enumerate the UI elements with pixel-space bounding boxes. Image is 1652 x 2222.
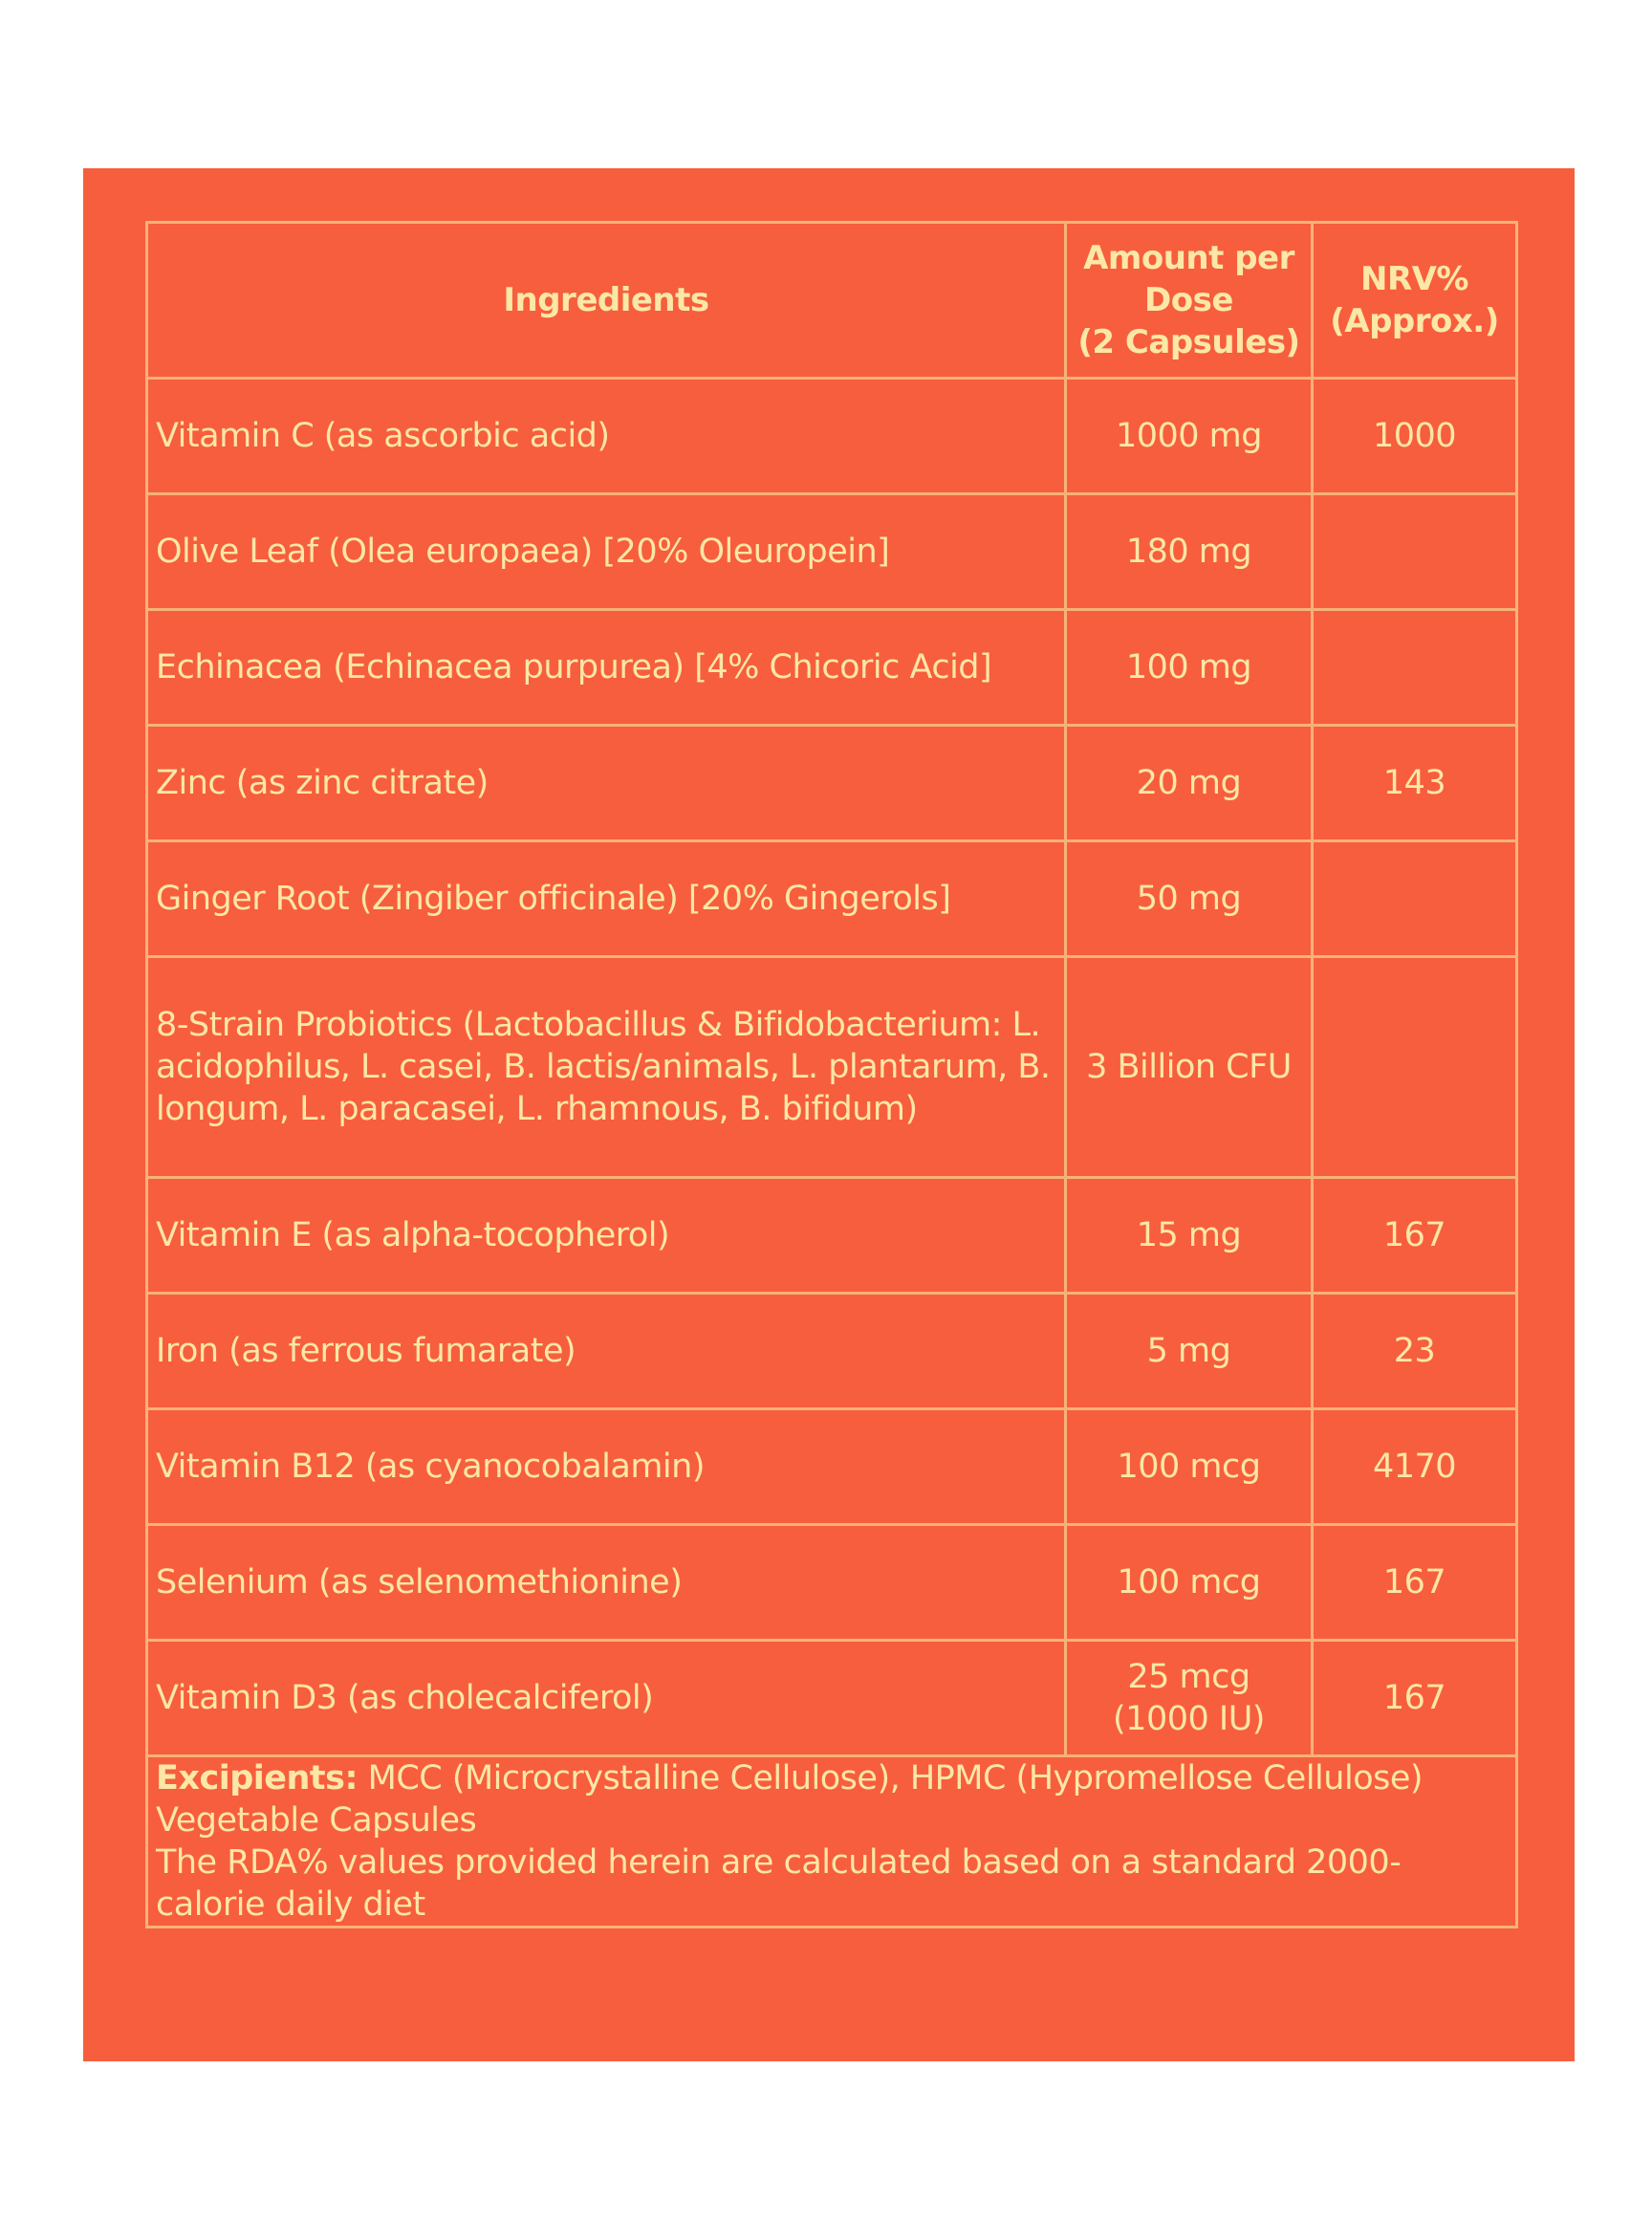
ingredient-name: Selenium (as selenomethionine): [147, 1525, 1066, 1641]
ingredient-name: Ginger Root (Zingiber officinale) [20% Gingerols]: [147, 841, 1066, 957]
ingredient-nrv: 1000: [1313, 379, 1517, 494]
ingredient-name: Iron (as ferrous fumarate): [147, 1294, 1066, 1409]
ingredient-name: Vitamin D3 (as cholecalciferol): [147, 1641, 1066, 1756]
header-nrv: [1313, 223, 1517, 379]
rda-note: The RDA% values provided herein are calculated based on a standard 2000-calorie daily diet: [156, 1843, 1402, 1924]
ingredient-nrv: [1313, 494, 1517, 610]
ingredient-name: 8-Strain Probiotics (Lactobacillus & Bifidobacterium: L. acidophilus, L. casei, B. lactis/animals, L. plantarum, B. longum, L. paracasei, L. rhamnous, B. bifidum): [147, 957, 1066, 1178]
table-row: [147, 379, 1517, 494]
excipients-label: Excipients:: [156, 1759, 358, 1797]
ingredient-amount: 100 mcg: [1066, 1409, 1313, 1525]
table-row: [147, 726, 1517, 841]
supplement-facts-table: [145, 221, 1518, 1928]
header-ingredients-label: Ingredients: [503, 281, 709, 319]
table-row: [147, 957, 1517, 1178]
header-amount-line1: Amount per: [1083, 239, 1294, 277]
ingredient-name: Zinc (as zinc citrate): [147, 726, 1066, 841]
table-header-row: [147, 223, 1517, 379]
table-row: [147, 841, 1517, 957]
excipients-text: MCC (Microcrystalline Cellulose), HPMC (Hypromellose Cellulose) Vegetable Capsules: [156, 1759, 1424, 1840]
ingredient-name: Vitamin B12 (as cyanocobalamin): [147, 1409, 1066, 1525]
ingredient-nrv: [1313, 841, 1517, 957]
ingredient-amount-line1: 25 mcg: [1127, 1658, 1250, 1696]
header-ingredients: [147, 223, 1066, 379]
ingredient-nrv: [1313, 957, 1517, 1178]
ingredient-nrv: [1313, 610, 1517, 726]
header-nrv-line2: (Approx.): [1330, 302, 1499, 340]
header-nrv-line1: NRV%: [1359, 260, 1468, 298]
table-row: [147, 610, 1517, 726]
ingredient-nrv: 167: [1313, 1178, 1517, 1294]
ingredient-amount: 100 mcg: [1066, 1525, 1313, 1641]
ingredient-nrv: 23: [1313, 1294, 1517, 1409]
header-amount-per-dose: [1066, 223, 1313, 379]
ingredient-name: Olive Leaf (Olea europaea) [20% Oleuropein]: [147, 494, 1066, 610]
ingredient-amount: 50 mg: [1066, 841, 1313, 957]
table-row: [147, 494, 1517, 610]
ingredient-amount: 180 mg: [1066, 494, 1313, 610]
ingredient-name: Vitamin C (as ascorbic acid): [147, 379, 1066, 494]
ingredient-amount: 1000 mg: [1066, 379, 1313, 494]
ingredient-name: Vitamin E (as alpha-tocopherol): [147, 1178, 1066, 1294]
table-row: [147, 1178, 1517, 1294]
ingredient-nrv: 167: [1313, 1641, 1517, 1756]
header-amount-line2: Dose: [1144, 281, 1233, 319]
ingredient-amount: 5 mg: [1066, 1294, 1313, 1409]
table-row: [147, 1294, 1517, 1409]
table-row: [147, 1525, 1517, 1641]
ingredient-amount-line2: (1000 IU): [1113, 1700, 1265, 1738]
ingredient-amount: 100 mg: [1066, 610, 1313, 726]
ingredient-amount: [1066, 1641, 1313, 1756]
supplement-facts-panel: [83, 168, 1575, 2061]
ingredient-nrv: 143: [1313, 726, 1517, 841]
ingredient-amount: 3 Billion CFU: [1066, 957, 1313, 1178]
ingredient-nrv: 4170: [1313, 1409, 1517, 1525]
table-row: [147, 1409, 1517, 1525]
ingredient-nrv: 167: [1313, 1525, 1517, 1641]
ingredient-name: Echinacea (Echinacea purpurea) [4% Chicoric Acid]: [147, 610, 1066, 726]
notes-row: [147, 1756, 1517, 1928]
ingredient-amount: 15 mg: [1066, 1178, 1313, 1294]
notes-cell: [147, 1756, 1517, 1928]
excipients-paragraph: [156, 1759, 1423, 1840]
table-row: [147, 1641, 1517, 1756]
header-amount-line3: (2 Capsules): [1077, 323, 1300, 361]
ingredient-amount: 20 mg: [1066, 726, 1313, 841]
